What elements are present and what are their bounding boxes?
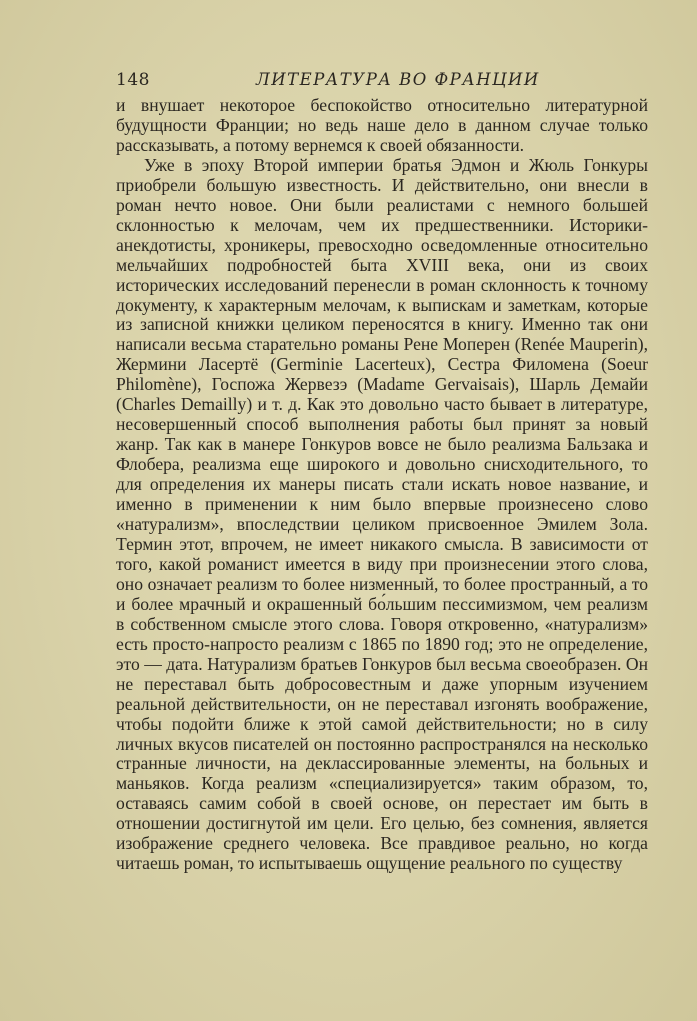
paragraph-goncourt: Уже в эпоху Второй империи братья Эдмон и Жюль Гонкуры приобрели большую известность. И действительно, они внесли в роман нечто новое. Они были реалистами с немного большей склонностью к мелочам, чем их предшественники. Историки-анекдотисты, хроникеры, превосходно осведомленные относительно мельчайших подробностей быта XVIII века, они из своих исторических исследований перенесли в роман склонность к точному документу, к характерным мелочам, к выпискам и заметкам, которые из записной книжки целиком переносятся в книгу. Именно так они написали весьма старательно романы Рене Моперен (Renée Mauperin), Жермини Ласертё (Germinie Lacerteux), Сестра Филомена (Soeur Philomène), Госпожа Жервезэ (Madame Gervaisais), Шарль Демайи (Charles Demailly) и т. д. Как это довольно часто бывает в литературе, несовершенный способ выполнения работы был принят за новый жанр. Так как в манере Гонкуров вовсе не было реализма Бальзака и Флобера, реализма еще широкого и довольно снисходительного, то для определения их манеры писать стали искать новое название, и именно в применении к ним было впервые произнесено слово «натурализм», впоследствии целиком присвоенное Эмилем Зола. Термин этот, впрочем, не имеет никакого смысла. В зависимости от того, какой романист имеется в виду при произнесении этого слова, оно означает реализм то более низменный, то более пространный, а то и более мрачный и окрашенный бо́льшим пессимизмом, чем реализм в собственном смысле этого слова. Говоря откровенно, «натурализм» есть просто-напросто реализм с 1865 по 1890 год; это не определение, это — дата. Натурализм братьев Гонкуров был весьма своеобразен. Он не переставал быть добросовестным и даже упорным изучением реальной действительности, он не переставал изгонять воображение, чтобы подойти ближе к этой самой действительности; но в силу личных вкусов писателей он постоянно распространялся на несколько странные личности, на деклассированные элементы, на больных и маньяков. Когда реализм «специализируется» таким образом, то, оставаясь самим собой в своей основе, он перестает им быть в отношении достигнутой им цели. Его целью, без сомнения, является изображение среднего человека. Все правдивое реально, но когда читаешь роман, то испытываешь ощущение реального по существу xyxy=(116,154,648,874)
page-number: 148 xyxy=(116,70,150,90)
paragraph-continuation: и внушает некоторое беспокойство относительно литературной будущности Франции; но ведь наше дело в данном случае только рассказывать, а потому вернемся к своей обязанности. xyxy=(116,95,648,155)
page-header xyxy=(116,66,584,94)
running-title: ЛИТЕРАТУРА ВО ФРАНЦИИ xyxy=(256,70,540,89)
body-text xyxy=(116,96,648,874)
